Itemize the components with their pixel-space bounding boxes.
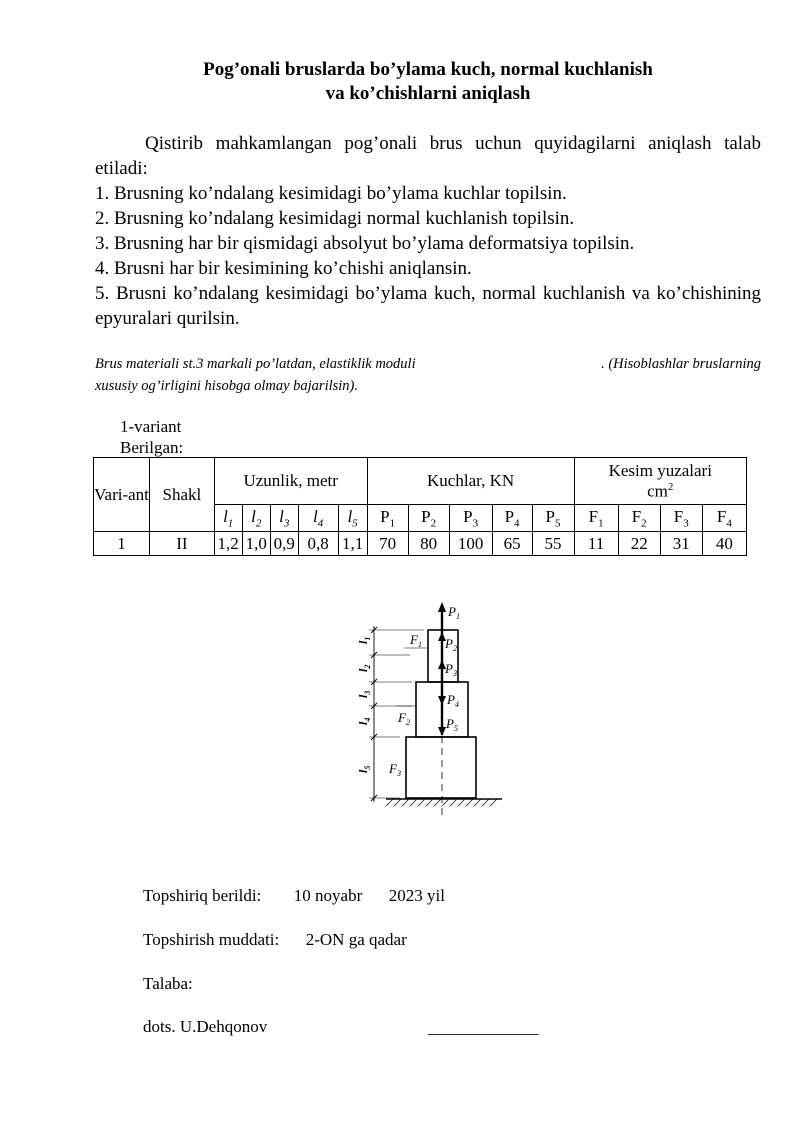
label-p4: $P_4$ — [447, 692, 459, 709]
cell-l3: 0,9 — [270, 532, 298, 556]
header-p1: $P_1$ — [367, 505, 408, 532]
given-label: Berilgan: — [120, 438, 184, 457]
header-f4: $F_4$ — [702, 505, 746, 532]
cell-f1: 11 — [574, 532, 618, 556]
note-right: . (Hisoblashlar bruslarning — [601, 356, 761, 372]
given-year: 2023 yil — [388, 886, 445, 905]
label-f3: $F_3$ — [389, 761, 401, 778]
label-f2: $F_2$ — [398, 710, 410, 727]
title-line-2: va ko’chishlarni aniqlash — [325, 83, 531, 104]
cell-p5: 55 — [532, 532, 574, 556]
header-p4: $P_4$ — [492, 505, 532, 532]
task-item-3: 3. Brusning har bir qismidagi absolyut bo’ylama deformatsiya topilsin. — [95, 233, 635, 254]
label-p2: $P_2$ — [445, 636, 457, 653]
deadline-value: 2-ON ga qadar — [305, 930, 407, 949]
label-p3: $P_3$ — [445, 661, 457, 678]
cell-l5: 1,1 — [338, 532, 367, 556]
teacher-name: dots. U.Dehqonov — [143, 1017, 268, 1036]
label-l4: $l_4$ — [356, 717, 372, 725]
given-date: 10 noyabr — [293, 886, 363, 905]
header-f3: $F_3$ — [660, 505, 702, 532]
signature-line: _____________ — [428, 1018, 539, 1037]
label-p5: $P_5$ — [446, 716, 458, 733]
header-p2: $P_2$ — [408, 505, 449, 532]
cell-p3: 100 — [449, 532, 492, 556]
bar-segment-bottom — [406, 737, 476, 798]
header-f2: $F_2$ — [618, 505, 660, 532]
title-line-1: Pog’onali bruslarda bo’ylama kuch, normal kuchlanish — [203, 59, 653, 80]
cell-p4: 65 — [492, 532, 532, 556]
label-l1: $l_1$ — [356, 636, 372, 644]
deadline-line — [143, 930, 407, 950]
header-f1: $F_1$ — [574, 505, 618, 532]
assignment-date-line — [143, 886, 445, 906]
label-l3: $l_3$ — [356, 690, 372, 698]
label-p1: $P_1$ — [448, 604, 460, 621]
header-l1: $l_1$ — [214, 505, 242, 532]
note-line-2: xususiy og’irligini hisobga olmay bajarilsin). — [95, 378, 359, 394]
cell-l1: 1,2 — [214, 532, 242, 556]
label-l5: $l_5$ — [356, 765, 372, 773]
header-l2: $l_2$ — [242, 505, 270, 532]
task-item-1: 1. Brusning ko’ndalang kesimidagi bo’ylama kuchlar topilsin. — [95, 183, 567, 204]
task-item-5: 5. Brusni ko’ndalang kesimidagi bo’ylama kuch, normal kuchlanish va ko’chishining epyuralari qurilsin. — [95, 283, 761, 329]
header-l4: $l_4$ — [298, 505, 338, 532]
cell-shape: II — [150, 532, 215, 556]
given-date-label: Topshiriq berildi: — [143, 886, 262, 905]
task-item-4: 4. Brusni har bir kesimining ko’chishi aniqlansin. — [95, 258, 472, 279]
area-group-label: Kesim yuzalari — [608, 460, 712, 480]
cell-l4: 0,8 — [298, 532, 338, 556]
header-length-group: Uzunlik, metr — [214, 458, 367, 505]
header-p3: $P_3$ — [449, 505, 492, 532]
area-group-unit: cm — [647, 481, 668, 501]
header-l3: $l_3$ — [270, 505, 298, 532]
variant-label: 1-variant — [120, 417, 182, 436]
cell-f2: 22 — [618, 532, 660, 556]
header-p5: $P_5$ — [532, 505, 574, 532]
intro-paragraph: Qistirib mahkamlangan pog’onali brus uchun quyidagilarni aniqlash talab etiladi: — [95, 133, 761, 179]
header-variant: Vari-ant — [94, 458, 150, 532]
student-label: Talaba: — [143, 974, 193, 993]
header-shape: Shakl — [150, 458, 215, 532]
support-hatching — [386, 799, 497, 806]
header-l5: $l_5$ — [338, 505, 367, 532]
label-l2: $l_2$ — [356, 664, 372, 672]
area-group-unit-sup: 2 — [667, 480, 674, 493]
task-item-2: 2. Brusning ko’ndalang kesimidagi normal kuchlanish topilsin. — [95, 208, 575, 229]
header-forces-group: Kuchlar, KN — [367, 458, 574, 505]
cell-l2: 1,0 — [242, 532, 270, 556]
deadline-label: Topshirish muddati: — [143, 930, 280, 949]
cell-f3: 31 — [660, 532, 702, 556]
cell-variant: 1 — [94, 532, 150, 556]
cell-f4: 40 — [702, 532, 746, 556]
cell-p2: 80 — [408, 532, 449, 556]
cell-p1: 70 — [367, 532, 408, 556]
label-f1: $F_1$ — [410, 632, 422, 649]
note-left: Brus materiali st.3 markali po’latdan, elastiklik moduli — [95, 356, 416, 372]
